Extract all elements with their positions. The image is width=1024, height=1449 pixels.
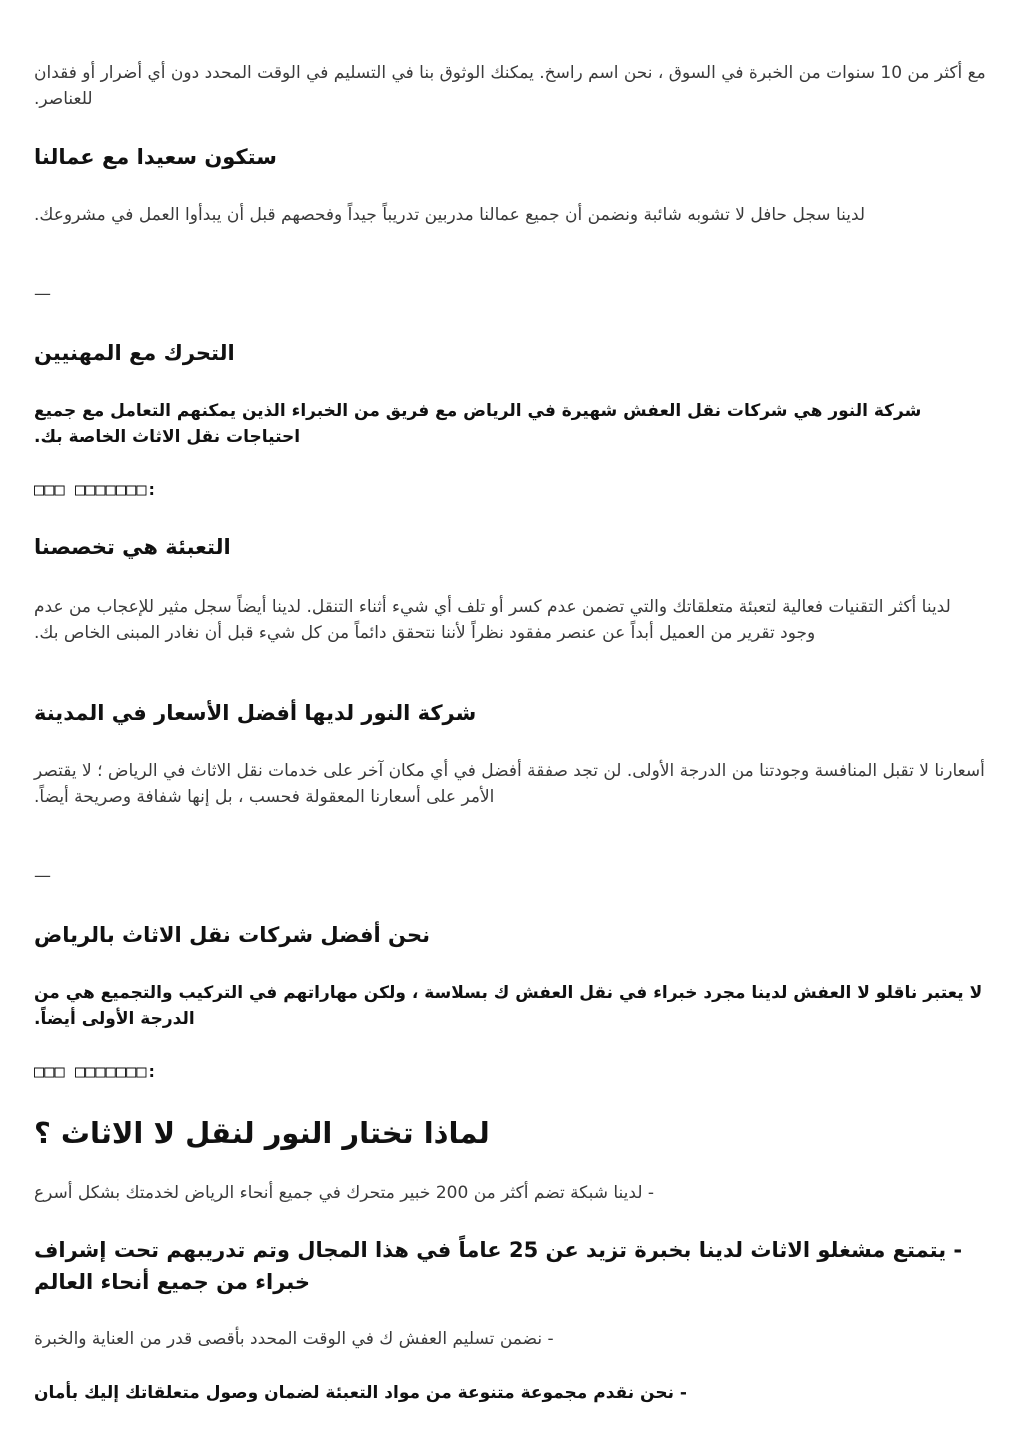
experience-paragraph: مع أكثر من 10 سنوات من الخبرة في السوق ، نحن اسم راسخ. يمكنك الوثوق بنا في التسليم في الوقت المحدد دون أي أضرار أو فقدان للعناصر. bbox=[34, 63, 986, 109]
packing-paragraph: لدينا أكثر التقنيات فعالية لتعبئة متعلقاتك والتي تضمن عدم كسر أو تلف أي شيء أثناء التنقل. لدينا أيضاً سجل مثير للإعجاب من عدم وجود تقرير من العميل أبداً عن عنصر مفقود نظراً لأننا نتحقق دائماً من كل شيء قبل أن نغادر المبنى الخاص بك. bbox=[34, 597, 951, 643]
heading-move-professionals: التحرك مع المهنيين bbox=[34, 341, 235, 365]
movers-skills-paragraph: لا يعتبر ناقلو لا العفش لدينا مجرد خبراء في نقل العفش ك بسلاسة ، ولكن مهاراتهم في التركيب والتجميع هي من الدرجة الأولى أيضاً. bbox=[34, 983, 983, 1029]
alnoor-intro-paragraph: شركة النور هي شركات نقل العفش شهيرة في الرياض مع فريق من الخبراء الذين يمكنهم التعامل مع جميع احتياجات نقل الاثاث الخاصة بك. bbox=[34, 401, 922, 447]
workers-paragraph: لدينا سجل حافل لا تشوبه شائبة ونضمن أن جميع عمالنا مدربين تدريباً جيداً وفحصهم قبل أن يبدأوا العمل في مشروعك. bbox=[34, 205, 866, 225]
heading-best-prices: شركة النور لديها أفضل الأسعار في المدينة bbox=[34, 701, 477, 725]
heading-why-choose: لماذا تختار النور لنقل لا الاثاث ؟ bbox=[34, 1116, 490, 1150]
list-item: - لدينا شبكة تضم أكثر من 200 خبير متحرك في جميع أنحاء الرياض لخدمتك بشكل أسرع bbox=[34, 1183, 655, 1203]
list-item: - يتمتع مشغلو الاثاث لدينا بخبرة تزيد عن 25 عاماً في هذا المجال وتم تدريبهم تحت إشراف خبراء من جميع أنحاء العالم bbox=[34, 1238, 963, 1294]
divider-dash: — bbox=[34, 284, 51, 304]
heading-packing: التعبئة هي تخصصنا bbox=[34, 535, 231, 559]
missing-glyph-label: □□□ □□□□□□□: bbox=[34, 1062, 157, 1082]
missing-glyph-label: □□□ □□□□□□□: bbox=[34, 480, 157, 500]
divider-dash: — bbox=[34, 866, 51, 886]
heading-happy-workers: ستكون سعيدا مع عمالنا bbox=[34, 145, 277, 169]
list-item: - نحن نقدم مجموعة متنوعة من مواد التعبئة لضمان وصول متعلقاتك إليك بأمان bbox=[34, 1383, 687, 1403]
prices-paragraph: أسعارنا لا تقبل المنافسة وجودتنا من الدرجة الأولى. لن تجد صفقة أفضل في أي مكان آخر على خدمات نقل الاثاث في الرياض ؛ لا يقتصر الأمر على أسعارنا المعقولة فحسب ، بل إنها شفافة وصريحة أيضاً. bbox=[34, 761, 985, 807]
list-item: - نضمن تسليم العفش ك في الوقت المحدد بأقصى قدر من العناية والخبرة bbox=[34, 1329, 554, 1349]
heading-best-companies: نحن أفضل شركات نقل الاثاث بالرياض bbox=[34, 923, 430, 947]
